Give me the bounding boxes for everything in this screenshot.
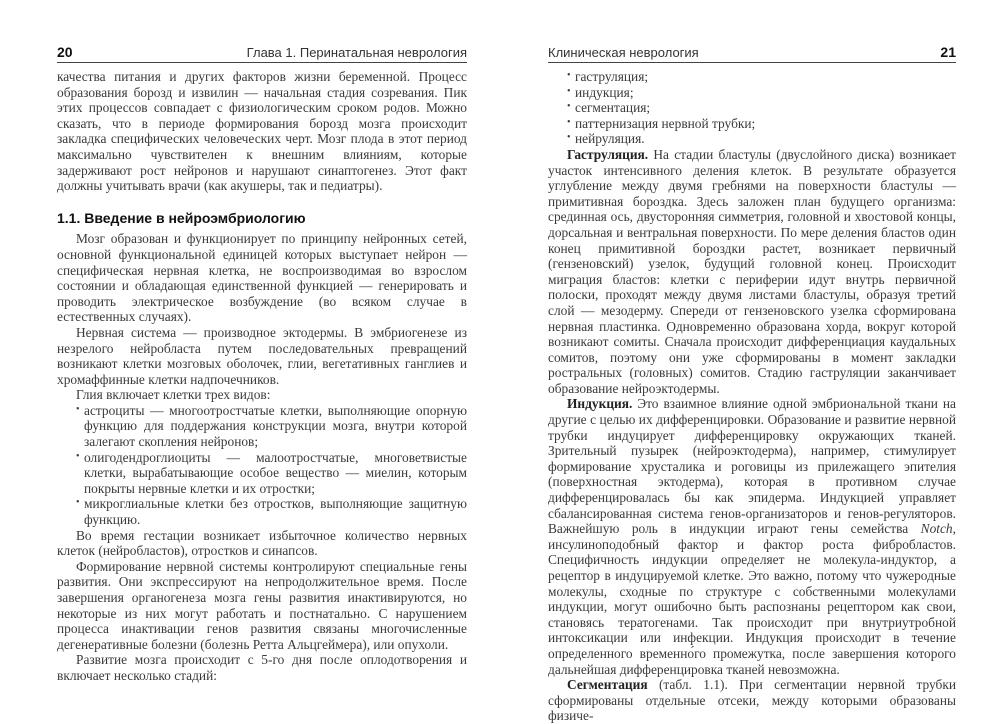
induction-paragraph bbox=[548, 396, 956, 677]
gastrulation-paragraph bbox=[548, 147, 956, 397]
list-item: • астроциты — многоотростчатые клетки, выполняющие опорную функцию для поддержания конструкции мозга, внутри которой залегают скопления нейронов; bbox=[76, 403, 467, 450]
left-body bbox=[57, 69, 467, 684]
paragraph: Формирование нервной системы контролируют специальные гены развития. Они экспрессируют на непродолжительное время. После завершения органогенеза мозга гены развития инактивируются, но некоторые из них могут работать и постнатально. С нарушением процесса инактивации генов развития связаны многочисленные дегенеративные болезни (болезнь Ретта Альцгеймера), или опухоли. bbox=[57, 558, 467, 652]
running-title: Глава 1. Перинатальная неврология bbox=[246, 45, 467, 60]
paragraph-text: Это взаимное влияние одной эмбриональной ткани на другие с целью их дифференцировки. Образование и развитие нервной трубки индуцирует дифференцировку окружающих тканей. Зрительный пузырек (нейроэктодерма), например, стимулирует формирование хрусталика и роговицы из прилежащего эпителия (поверхностная эктодерма), которая в противном случае дифференцировалась бы как эпидерма. Индукцией управляет сбалансированная система генов-организаторов и генов-регуляторов. Важнейшую роль в индукции играют гены семейства bbox=[548, 396, 956, 537]
paragraph: Мозг образован и функционирует по принципу нейронных сетей, основной функциональной единицей которых выступает нейрон — специфическая нервная клетка, не воспроизводимая во взрослом состоянии и обладающая единственной функцией — генерировать и проводить электрическое возбуждение (во всяком случае в естественных случаях). bbox=[57, 231, 467, 325]
stages-list bbox=[548, 69, 956, 147]
list-item: • нейруляция. bbox=[567, 131, 956, 147]
right-body bbox=[548, 69, 956, 724]
right-running-header bbox=[548, 42, 956, 63]
paragraph: Во время гестации возникает избыточное количество нервных клеток (нейробластов), отростков и синапсов. bbox=[57, 527, 467, 559]
section-heading: 1.1. Введение в нейроэмбриологию bbox=[57, 209, 306, 226]
list-item: • сегментация; bbox=[567, 100, 956, 116]
paragraph: Развитие мозга происходит с 5-го дня после оплодотворения и включает несколько стадий: bbox=[57, 652, 467, 683]
run-in-term: Гаструляция. bbox=[567, 146, 649, 162]
glia-list bbox=[57, 403, 467, 528]
paragraph-text: (табл. 1.1). При сегментации нервной трубки сформированы отдельные отсеки, между которыми образованы физиче- bbox=[548, 677, 956, 724]
paragraph: Глия включает клетки трех видов: bbox=[76, 387, 271, 403]
page-number: 21 bbox=[940, 44, 956, 60]
paragraph: качества питания и других факторов жизни беременной. Процесс образования борозд и извилин — начальная стадия созревания. Пик этих процессов совпадает с физиологическим сроком родов. Можно сказать, что в периоде формирования борозд мозга происходит закладка специфических человеческих черт. Мозг плода в этот период максимально чувствителен к внешним влияниям, которые задерживают рост нейронов и нарушают синаптогенез. Этот факт должны учитывать врачи (как акушеры, так и педиатры). bbox=[57, 69, 467, 194]
list-item: • гаструляция; bbox=[567, 69, 956, 85]
running-title: Клиническая неврология bbox=[548, 45, 699, 60]
list-item: • индукция; bbox=[567, 85, 956, 101]
run-in-term: Сегментация bbox=[567, 677, 648, 693]
segmentation-paragraph bbox=[548, 677, 956, 724]
right-page bbox=[548, 0, 956, 724]
paragraph-text: , инсулиноподобный фактор и фактор роста фибробластов. Специфичность индукции определяет не молекула-индуктор, а рецептор в индуцируемой клетке. Это важно, потому что чужеродные молекулы, сходные по структуре с собственными молекулами индукции, могут ошибочно быть распознаны рецептором как свои, становясь тератогенами. Так происходит при внутриутробной интоксикации или инфекции. Индукция происходит в течение определенного временно́го промежутка, после завершения которого дальнейшая дифференцировка тканей невозможна. bbox=[548, 521, 956, 677]
left-page bbox=[57, 0, 467, 715]
list-item: • олигодендроглиоциты — малоотростчатые, многоветвистые клетки, вырабатывающие особое вещество — миелин, которым покрыты нервные клетки и их отростки; bbox=[76, 450, 467, 497]
left-running-header bbox=[57, 42, 467, 63]
list-item: • микроглиальные клетки без отростков, выполняющие защитную функцию. bbox=[76, 496, 467, 527]
page-number: 20 bbox=[57, 44, 73, 60]
gene-name: Notch bbox=[920, 521, 953, 537]
run-in-term: Индукция. bbox=[567, 396, 633, 412]
paragraph-text: На стадии бластулы (двуслойного диска) возникает участок интенсивного деления клеток. В результате образуется углубление между двумя гребнями на поверхности бластулы — примитивная бороздка. Здесь заложен план будущего организма: срединная ось, двусторонняя симметрия, головной и хвостовой концы, дорсальная и вентральная поверхности. По мере деления бластов один конец примитивной бороздки растет, возникает первичный (гензеновский) узелок, будущий головной конец. Происходит миграция бластов: клетки с периферии идут внутрь первичной полоски, проходят между двумя листами бластулы, образуя третий слой — мезодерму. Спереди от гензеновского узелка сформирована нервная пластинка. Одновременно образована хорда, вокруг которой возникают сомиты. Сначала происходит дифференциация каудальных сомитов, поэтому они уже сформированы в момент закладки ростральных (головных) сомитов. Стадию гаструляции заканчивает образование нейроэктодермы. bbox=[548, 146, 956, 396]
list-item: • паттернизация нервной трубки; bbox=[567, 116, 956, 132]
paragraph: Нервная система — производное эктодермы. В эмбриогенезе из незрелого нейробласта путем последовательных превращений возникают клетки мозговых оболочек, глии, вегетативных ганглиев и хромаффинные клетки надпочечников. bbox=[57, 324, 467, 387]
